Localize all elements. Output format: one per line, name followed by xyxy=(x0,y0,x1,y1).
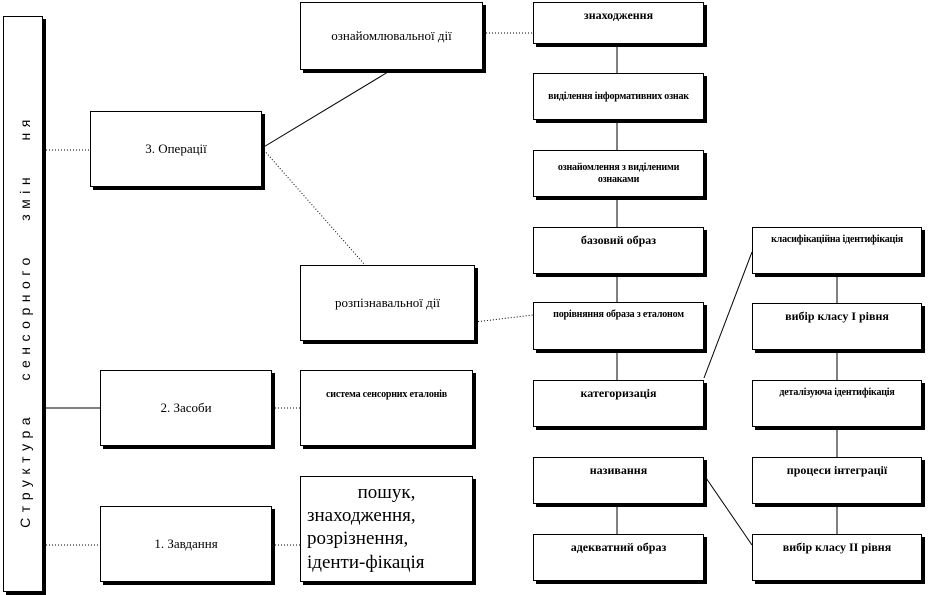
operations-box xyxy=(90,111,262,187)
task-text-line1: пошук, xyxy=(357,482,416,503)
recognition-actions-label: розпізнавальної дії xyxy=(335,294,440,310)
integration-processes-box xyxy=(752,457,922,504)
class-level-2-label: вибір класу ІІ рівня xyxy=(782,540,892,554)
detailing-identification-box xyxy=(752,380,922,427)
categorization-box xyxy=(533,380,704,427)
adequate-image-label: адекватний образ xyxy=(570,540,667,554)
basic-image-box xyxy=(533,227,704,274)
task-box xyxy=(100,506,272,582)
connector-naming-class2 xyxy=(704,475,752,545)
familiarization-features-label: ознайомлення з виділеними ознаками xyxy=(557,162,680,185)
categorization-label: категоризація xyxy=(580,386,657,400)
means-label: 2. Засоби xyxy=(160,399,212,415)
integration-processes-label: процеси інтеграції xyxy=(786,463,888,477)
sensory-standards-label: система сенсорних еталонів xyxy=(326,389,447,400)
connector-ops-recognition xyxy=(262,148,365,265)
familiarization-actions-box xyxy=(300,2,483,70)
familiarization-actions-label: ознайомлювальної дії xyxy=(331,27,452,43)
class-level-1-label: вибір класу І рівня xyxy=(785,309,889,323)
naming-box xyxy=(533,457,704,504)
familiarization-features-box xyxy=(533,150,704,197)
operations-label: 3. Операції xyxy=(145,140,207,156)
task-text-rest: знаходження, розрізнення, іденти-фікація xyxy=(307,505,425,573)
task-text-box xyxy=(300,476,473,582)
adequate-image-box xyxy=(533,534,704,581)
classification-identification-box xyxy=(752,227,922,274)
connector-ops-familiar xyxy=(262,72,388,148)
informative-features-box xyxy=(533,73,704,120)
informative-features-label: виділення інформативних ознак xyxy=(548,90,689,102)
basic-image-label: базовий образ xyxy=(580,233,657,247)
classification-identification-label: класифікаційна ідентифікація xyxy=(771,234,903,245)
connector-categorization-classification xyxy=(704,252,752,378)
vertical-title: Структура сенсорного змін ня xyxy=(17,114,33,528)
naming-label: називання xyxy=(589,463,648,477)
finding-label: знаходження xyxy=(583,8,654,22)
detailing-identification-label: деталізуюча ідентифікація xyxy=(779,387,895,398)
comparison-box xyxy=(533,302,704,350)
comparison-label: порівняння образа з еталоном xyxy=(553,309,684,320)
class-level-1-box xyxy=(752,303,922,350)
task-text xyxy=(301,477,472,574)
class-level-2-box xyxy=(752,534,922,581)
vertical-title-frame xyxy=(3,16,43,592)
sensory-standards-box xyxy=(300,370,473,446)
means-box xyxy=(100,370,272,446)
task-label: 1. Завдання xyxy=(154,535,218,551)
finding-box xyxy=(533,2,704,44)
connector-recognition-comparison xyxy=(475,315,533,322)
recognition-actions-box xyxy=(300,265,475,341)
